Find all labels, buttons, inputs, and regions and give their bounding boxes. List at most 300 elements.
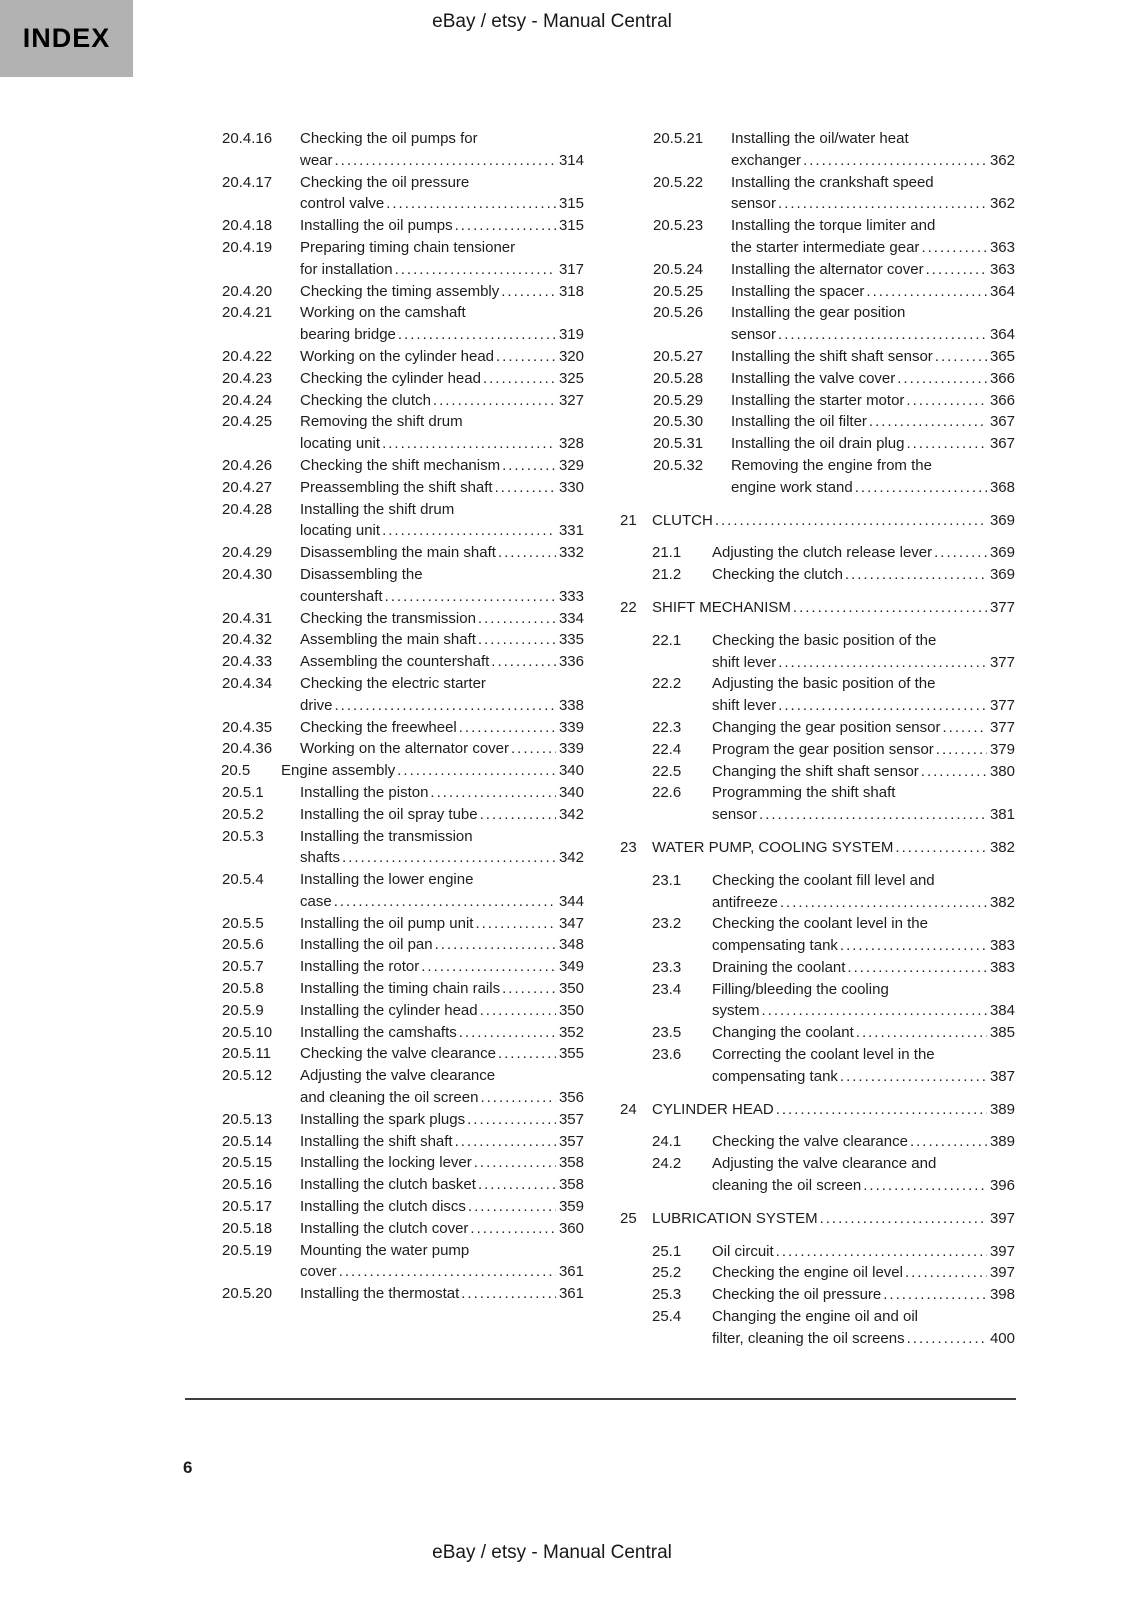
dot-leader bbox=[382, 433, 556, 455]
dot-leader bbox=[856, 1022, 987, 1044]
toc-entry-page-number: 358 bbox=[558, 1154, 584, 1172]
toc-entry-body bbox=[300, 172, 584, 216]
toc-entry-title-line: Disassembling the main shaft bbox=[300, 544, 496, 562]
toc-entry-number: 23.4 bbox=[652, 980, 682, 998]
dot-leader bbox=[501, 281, 556, 303]
toc-entry-number: 20.5.6 bbox=[222, 936, 264, 954]
toc-entry-last-line bbox=[712, 1284, 1015, 1306]
toc-entry-number: 25.2 bbox=[652, 1264, 682, 1282]
toc-entry bbox=[620, 215, 1015, 259]
dot-leader bbox=[820, 1208, 987, 1230]
toc-entry-number: 20.5.15 bbox=[222, 1154, 273, 1172]
toc-entry-last-line bbox=[712, 1241, 1015, 1263]
toc-entry-title-line: CLUTCH bbox=[652, 511, 713, 529]
toc-entry-page-number: 339 bbox=[558, 718, 584, 736]
toc-entry-page-number: 349 bbox=[558, 958, 584, 976]
toc-entry-last-line bbox=[712, 957, 1015, 979]
dot-leader bbox=[935, 346, 987, 368]
toc-entry-page-number: 328 bbox=[558, 435, 584, 453]
toc-entry-page-number: 377 bbox=[989, 653, 1015, 671]
toc-entry-body bbox=[731, 455, 1015, 499]
dot-leader bbox=[335, 695, 556, 717]
dot-leader bbox=[478, 1174, 556, 1196]
toc-entry-last-line bbox=[731, 237, 1015, 259]
toc-entry-title-line: bearing bridge bbox=[300, 326, 396, 344]
toc-entry-page-number: 335 bbox=[558, 631, 584, 649]
toc-entry-title-line: compensating tank bbox=[712, 1067, 838, 1085]
toc-entry-body bbox=[300, 542, 584, 564]
dot-leader bbox=[715, 510, 987, 532]
toc-entry bbox=[189, 1196, 584, 1218]
dot-leader bbox=[461, 1283, 556, 1305]
toc-entry bbox=[620, 739, 1015, 761]
toc-entry-number: 20.4.16 bbox=[222, 130, 273, 147]
toc-entry-last-line bbox=[300, 1261, 584, 1283]
toc-entry-title-line: Adjusting the clutch release lever bbox=[712, 544, 933, 562]
toc-entry-body bbox=[300, 1131, 584, 1153]
toc-entry-title-line: Checking the transmission bbox=[300, 609, 476, 627]
toc-entry-last-line bbox=[712, 542, 1015, 564]
dot-leader bbox=[907, 1328, 987, 1350]
toc-entry bbox=[189, 346, 584, 368]
toc-entry-page-number: 389 bbox=[989, 1133, 1015, 1151]
toc-entry-page-number: 315 bbox=[558, 195, 584, 213]
dot-leader bbox=[883, 1284, 987, 1306]
toc-entry-body bbox=[652, 1208, 1015, 1230]
toc-entry-body bbox=[300, 128, 584, 172]
toc-entry-page-number: 336 bbox=[558, 653, 584, 671]
toc-entry-title-line: control valve bbox=[300, 195, 385, 213]
toc-entry-number: 20.4.18 bbox=[222, 217, 273, 235]
dot-leader bbox=[863, 1175, 987, 1197]
toc-entry-title-line: system bbox=[712, 1002, 760, 1020]
toc-entry-last-line bbox=[731, 150, 1015, 172]
dot-leader bbox=[491, 651, 556, 673]
toc-entry-number: 20.4.23 bbox=[222, 369, 273, 387]
toc-entry-title-line: and cleaning the oil screen bbox=[300, 1089, 479, 1107]
toc-entry bbox=[189, 1000, 584, 1022]
toc-entry-page-number: 350 bbox=[558, 1001, 584, 1019]
toc-entry-page-number: 359 bbox=[558, 1198, 584, 1216]
toc-entry-body bbox=[712, 673, 1015, 717]
toc-entry-title-line: Installing the shift shaft sensor bbox=[731, 347, 933, 365]
toc-entry-title-line: Disassembling the bbox=[300, 565, 423, 583]
toc-entry-last-line bbox=[300, 804, 584, 826]
toc-entry-last-line bbox=[731, 324, 1015, 346]
toc-entry-title-line: WATER PUMP, COOLING SYSTEM bbox=[652, 838, 894, 856]
toc-entry-title-line: countershaft bbox=[300, 587, 383, 605]
toc-entry bbox=[620, 302, 1015, 346]
toc-entry-last-line bbox=[300, 433, 584, 455]
toc-entry-title-line: drive bbox=[300, 696, 333, 714]
toc-entry-body bbox=[712, 564, 1015, 586]
toc-entry-number: 20.5.14 bbox=[222, 1132, 273, 1150]
toc-entry-body bbox=[731, 302, 1015, 346]
toc-entry-title-line: case bbox=[300, 892, 332, 910]
toc-entry bbox=[189, 869, 584, 913]
toc-entry-body bbox=[300, 564, 584, 608]
toc-entry-body bbox=[712, 542, 1015, 564]
toc-entry bbox=[620, 368, 1015, 390]
toc-entry-last-line bbox=[300, 455, 584, 477]
dot-leader bbox=[502, 978, 556, 1000]
dot-leader bbox=[459, 1022, 556, 1044]
toc-entry bbox=[189, 629, 584, 651]
toc-entry bbox=[189, 782, 584, 804]
footer-divider bbox=[185, 1398, 1016, 1400]
toc-entry-body bbox=[300, 1109, 584, 1131]
toc-entry-last-line bbox=[731, 368, 1015, 390]
dot-leader bbox=[934, 542, 987, 564]
dot-leader bbox=[778, 695, 987, 717]
toc-entry bbox=[189, 215, 584, 237]
toc-entry-page-number: 344 bbox=[558, 892, 584, 910]
toc-entry-number: 22.2 bbox=[652, 675, 682, 693]
toc-entry-body bbox=[300, 215, 584, 237]
toc-entry bbox=[189, 1131, 584, 1153]
toc-entry bbox=[189, 804, 584, 826]
dot-leader bbox=[855, 477, 987, 499]
toc-entry-last-line bbox=[712, 1328, 1015, 1350]
toc-entry-page-number: 366 bbox=[989, 391, 1015, 409]
dot-leader bbox=[906, 433, 987, 455]
toc-entry-title-line: Program the gear position sensor bbox=[712, 740, 934, 758]
toc-entry-last-line bbox=[731, 411, 1015, 433]
toc-entry-number: 23.3 bbox=[652, 958, 682, 976]
toc-entry-last-line bbox=[300, 717, 584, 739]
dot-leader bbox=[478, 608, 556, 630]
dot-leader bbox=[421, 956, 556, 978]
dot-leader bbox=[897, 368, 987, 390]
toc-entry-body bbox=[652, 837, 1015, 859]
toc-entry bbox=[620, 1044, 1015, 1088]
toc-entry-number: 20.4.29 bbox=[222, 544, 273, 562]
toc-entry-body bbox=[712, 870, 1015, 914]
toc-entry-body bbox=[300, 237, 584, 281]
toc-entry bbox=[189, 934, 584, 956]
toc-entry-number: 20.4.19 bbox=[222, 238, 273, 256]
toc-entry-title-line: Draining the coolant bbox=[712, 958, 846, 976]
toc-entry-last-line bbox=[300, 542, 584, 564]
toc-entry-page-number: 342 bbox=[558, 849, 584, 867]
toc-entry-number: 20.4.31 bbox=[222, 609, 273, 627]
toc-entry-number: 20.5 bbox=[221, 762, 251, 780]
toc-entry-last-line bbox=[300, 520, 584, 542]
toc-entry-number: 20.5.18 bbox=[222, 1219, 273, 1237]
toc-entry-body bbox=[300, 368, 584, 390]
toc-entry-last-line bbox=[300, 390, 584, 412]
toc-entry-number: 20.4.24 bbox=[222, 391, 273, 409]
toc-entry bbox=[620, 542, 1015, 564]
toc-entry-title-line: Mounting the water pump bbox=[300, 1241, 470, 1259]
dot-leader bbox=[498, 542, 556, 564]
toc-entry-title-line: sensor bbox=[731, 195, 777, 213]
toc-entry-number: 20.5.16 bbox=[222, 1176, 273, 1194]
toc-entry-number: 20.5.27 bbox=[653, 347, 704, 365]
toc-entry bbox=[620, 1262, 1015, 1284]
toc-entry-number: 20.5.8 bbox=[222, 980, 264, 998]
toc-entry-body bbox=[712, 1044, 1015, 1088]
toc-entry-body bbox=[300, 608, 584, 630]
toc-entry-title-line: locating unit bbox=[300, 522, 381, 540]
toc-entry-title-line: Preassembling the shift shaft bbox=[300, 478, 493, 496]
toc-entry bbox=[189, 760, 584, 782]
toc-entry-title-line: LUBRICATION SYSTEM bbox=[652, 1209, 818, 1227]
toc-entry bbox=[189, 1283, 584, 1305]
toc-entry-page-number: 333 bbox=[558, 587, 584, 605]
toc-entry-number: 20.5.32 bbox=[653, 456, 704, 474]
dot-leader bbox=[468, 1196, 556, 1218]
toc-entry-number: 22.1 bbox=[652, 631, 682, 649]
toc-entry-last-line bbox=[300, 978, 584, 1000]
toc-entry-body bbox=[712, 717, 1015, 739]
toc-entry-title-line: Installing the clutch basket bbox=[300, 1176, 476, 1194]
toc-entry-title-line: Installing the oil pump unit bbox=[300, 914, 474, 932]
toc-entry bbox=[620, 870, 1015, 914]
toc-entry-page-number: 342 bbox=[558, 805, 584, 823]
toc-entry-page-number: 367 bbox=[989, 435, 1015, 453]
toc-entry-page-number: 357 bbox=[558, 1110, 584, 1128]
toc-entry-body bbox=[300, 346, 584, 368]
toc-entry-title-line: Checking the basic position of the bbox=[712, 631, 937, 649]
toc-entry-page-number: 319 bbox=[558, 326, 584, 344]
toc-entry bbox=[189, 673, 584, 717]
toc-entry-number: 20.4.33 bbox=[222, 653, 273, 671]
dot-leader bbox=[845, 564, 987, 586]
toc-entry-page-number: 355 bbox=[558, 1045, 584, 1063]
toc-entry-last-line bbox=[712, 1022, 1015, 1044]
toc-entry-page-number: 361 bbox=[558, 1285, 584, 1303]
toc-entry bbox=[620, 782, 1015, 826]
toc-entry-last-line bbox=[300, 193, 584, 215]
toc-entry-title-line: Installing the shift drum bbox=[300, 500, 455, 518]
toc-entry-body bbox=[300, 1000, 584, 1022]
dot-leader bbox=[778, 193, 987, 215]
toc-entry-page-number: 397 bbox=[989, 1264, 1015, 1282]
toc-entry-title-line: Installing the oil drain plug bbox=[731, 435, 905, 453]
dot-leader bbox=[495, 477, 556, 499]
toc-entry-number: 22.3 bbox=[652, 718, 682, 736]
toc-entry bbox=[620, 433, 1015, 455]
toc-entry-body bbox=[300, 390, 584, 412]
toc-column-right bbox=[620, 128, 1015, 1350]
toc-entry-title-line: CYLINDER HEAD bbox=[652, 1100, 774, 1118]
toc-entry-page-number: 377 bbox=[989, 598, 1015, 616]
toc-entry-number: 20.5.20 bbox=[222, 1285, 273, 1303]
toc-entry-body bbox=[300, 629, 584, 651]
toc-entry bbox=[189, 281, 584, 303]
toc-entry-last-line bbox=[731, 259, 1015, 281]
toc-entry-body bbox=[652, 510, 1015, 532]
toc-entry-title-line: Checking the freewheel bbox=[300, 718, 457, 736]
toc-entry-last-line bbox=[652, 1208, 1015, 1230]
toc-entry-title-line: Correcting the coolant level in the bbox=[712, 1046, 935, 1064]
dot-leader bbox=[435, 934, 556, 956]
toc-entry-last-line bbox=[300, 259, 584, 281]
toc-entry-page-number: 317 bbox=[558, 260, 584, 278]
toc-entry-number: 21 bbox=[620, 511, 637, 529]
toc-entry-last-line bbox=[712, 1131, 1015, 1153]
toc-entry-title-line: shift lever bbox=[712, 653, 777, 671]
toc-entry-title-line: Checking the shift mechanism bbox=[300, 456, 501, 474]
toc-entry-title-line: Checking the coolant level in the bbox=[712, 915, 928, 933]
toc-entry-title-line: Installing the thermostat bbox=[300, 1285, 460, 1303]
toc-entry-page-number: 338 bbox=[558, 696, 584, 714]
toc-entry-title-line: Adjusting the basic position of the bbox=[712, 675, 936, 693]
toc-entry-title-line: shift lever bbox=[712, 697, 777, 715]
toc-entry-body bbox=[731, 390, 1015, 412]
toc-entry-title-line: Filling/bleeding the cooling bbox=[712, 980, 889, 998]
toc-entry-page-number: 377 bbox=[989, 718, 1015, 736]
toc-entry-body bbox=[300, 934, 584, 956]
toc-entry-number: 20.5.7 bbox=[222, 958, 264, 976]
toc-entry-number: 20.5.10 bbox=[222, 1023, 273, 1041]
toc-entry-body bbox=[731, 411, 1015, 433]
toc-entry bbox=[189, 651, 584, 673]
toc-entry-body bbox=[300, 869, 584, 913]
dot-leader bbox=[382, 520, 556, 542]
toc-entry-number: 20.5.29 bbox=[653, 391, 704, 409]
toc-entry-number: 20.4.28 bbox=[222, 500, 273, 518]
toc-entry-last-line bbox=[712, 1175, 1015, 1197]
toc-entry-number: 20.4.22 bbox=[222, 347, 273, 365]
toc-entry-body bbox=[300, 717, 584, 739]
toc-entry-number: 20.5.5 bbox=[222, 914, 264, 932]
dot-leader bbox=[869, 411, 987, 433]
dot-leader bbox=[936, 739, 987, 761]
toc-entry-page-number: 315 bbox=[558, 217, 584, 235]
toc-entry-title-line: Installing the timing chain rails bbox=[300, 980, 501, 998]
toc-entry-title-line: Installing the spark plugs bbox=[300, 1110, 466, 1128]
toc-entry-title-line: SHIFT MECHANISM bbox=[652, 598, 791, 616]
toc-entry bbox=[189, 302, 584, 346]
toc-entry bbox=[620, 455, 1015, 499]
toc-entry-last-line bbox=[300, 1218, 584, 1240]
toc-entry bbox=[189, 172, 584, 216]
toc-entry-body bbox=[731, 368, 1015, 390]
toc-entry bbox=[620, 1208, 1015, 1230]
toc-entry bbox=[620, 128, 1015, 172]
dot-leader bbox=[921, 761, 987, 783]
toc-entry-number: 20.5.11 bbox=[222, 1045, 271, 1063]
toc-entry-title-line: Checking the electric starter bbox=[300, 674, 486, 692]
toc-entry-title-line: locating unit bbox=[300, 435, 381, 453]
toc-entry-number: 22.6 bbox=[652, 784, 682, 802]
toc-entry-last-line bbox=[300, 346, 584, 368]
dot-leader bbox=[511, 738, 556, 760]
toc-entry-title-line: Installing the torque limiter and bbox=[731, 217, 936, 235]
toc-entry-last-line bbox=[300, 1152, 584, 1174]
toc-entry-body bbox=[712, 1306, 1015, 1350]
toc-entry-body bbox=[300, 1283, 584, 1305]
toc-entry-page-number: 332 bbox=[558, 544, 584, 562]
dot-leader bbox=[483, 368, 556, 390]
toc-entry-page-number: 327 bbox=[558, 391, 584, 409]
toc-entry-number: 22.4 bbox=[652, 740, 682, 758]
toc-entry bbox=[189, 1218, 584, 1240]
toc-entry-last-line bbox=[300, 695, 584, 717]
toc-entry-body bbox=[300, 1196, 584, 1218]
toc-entry bbox=[189, 542, 584, 564]
toc-entry-number: 21.2 bbox=[652, 566, 682, 584]
toc-entry-title-line: Removing the shift drum bbox=[300, 413, 463, 431]
toc-entry-number: 23.2 bbox=[652, 915, 682, 933]
toc-entry-page-number: 366 bbox=[989, 369, 1015, 387]
toc-entry-title-line: Checking the cylinder head bbox=[300, 369, 481, 387]
toc-entry-last-line bbox=[712, 935, 1015, 957]
toc-entry bbox=[189, 978, 584, 1000]
toc-entry-body bbox=[712, 782, 1015, 826]
dot-leader bbox=[475, 913, 556, 935]
toc-entry-body bbox=[300, 1174, 584, 1196]
toc-entry-page-number: 352 bbox=[558, 1023, 584, 1041]
toc-entry-number: 20.5.3 bbox=[222, 827, 264, 845]
toc-entry-body bbox=[300, 1218, 584, 1240]
toc-entry-body bbox=[300, 978, 584, 1000]
toc-entry bbox=[620, 837, 1015, 859]
toc-entry-page-number: 340 bbox=[558, 783, 584, 801]
toc-entry-title-line: Adjusting the valve clearance and bbox=[712, 1155, 937, 1173]
toc-entry-page-number: 358 bbox=[558, 1176, 584, 1194]
dot-leader bbox=[793, 597, 987, 619]
toc-entry-last-line bbox=[300, 738, 584, 760]
toc-entry bbox=[620, 1306, 1015, 1350]
toc-entry-last-line bbox=[300, 281, 584, 303]
toc-entry-title-line: Installing the alternator cover bbox=[731, 260, 924, 278]
toc-entry-body bbox=[731, 259, 1015, 281]
toc-entry-title-line: Checking the coolant fill level and bbox=[712, 871, 935, 889]
toc-entry bbox=[620, 1022, 1015, 1044]
toc-entry-number: 20.5.21 bbox=[653, 130, 704, 147]
toc-entry bbox=[620, 564, 1015, 586]
toc-entry-title-line: Changing the shift shaft sensor bbox=[712, 762, 919, 780]
toc-entry-last-line bbox=[300, 1131, 584, 1153]
toc-entry-body bbox=[731, 281, 1015, 303]
toc-entry-number: 20.5.30 bbox=[653, 413, 704, 431]
dot-leader bbox=[470, 1218, 556, 1240]
toc-entry-page-number: 369 bbox=[989, 544, 1015, 562]
toc-entry bbox=[189, 237, 584, 281]
toc-entry-number: 20.5.23 bbox=[653, 217, 704, 235]
toc-entry-last-line bbox=[712, 695, 1015, 717]
toc-entry-number: 23.1 bbox=[652, 871, 682, 889]
toc-entry-title-line: Checking the oil pumps for bbox=[300, 130, 478, 147]
dot-leader bbox=[943, 717, 987, 739]
toc-entry-body bbox=[712, 1131, 1015, 1153]
toc-entry-last-line bbox=[712, 761, 1015, 783]
toc-entry-page-number: 382 bbox=[989, 838, 1015, 856]
toc-entry-page-number: 383 bbox=[989, 937, 1015, 955]
toc-entry bbox=[189, 956, 584, 978]
toc-entry-title-line: engine work stand bbox=[731, 478, 853, 496]
toc-entry-title-line: Engine assembly bbox=[281, 762, 396, 780]
toc-entry-last-line bbox=[300, 956, 584, 978]
toc-entry-last-line bbox=[731, 193, 1015, 215]
footer-doc-title: eBay / etsy - Manual Central bbox=[432, 1542, 672, 1563]
dot-leader bbox=[474, 1152, 556, 1174]
toc-entry-body bbox=[712, 630, 1015, 674]
toc-entry bbox=[189, 368, 584, 390]
toc-entry bbox=[189, 826, 584, 870]
toc-entry-last-line bbox=[300, 1022, 584, 1044]
toc-entry-number: 20.5.19 bbox=[222, 1241, 273, 1259]
toc-entry-number: 25.1 bbox=[652, 1242, 682, 1260]
toc-entry-number: 20.5.22 bbox=[653, 173, 704, 191]
toc-entry-number: 20.5.4 bbox=[222, 871, 264, 889]
dot-leader bbox=[480, 804, 556, 826]
toc-entry-last-line bbox=[731, 390, 1015, 412]
toc-entry-number: 20.5.25 bbox=[653, 282, 704, 300]
